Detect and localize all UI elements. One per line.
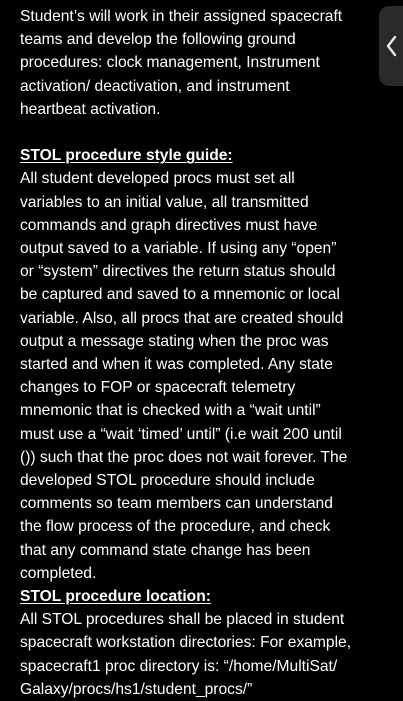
- style-guide-line: completed.: [20, 564, 97, 582]
- intro-paragraph: [20, 5, 380, 121]
- style-guide-line: ()) such that the proc does not wait forever. The: [20, 448, 348, 466]
- style-guide-line: developed STOL procedure should include: [20, 472, 315, 490]
- style-guide-line: that any command state change has been: [20, 541, 311, 559]
- style-guide-line: the flow process of the procedure, and check: [20, 518, 331, 536]
- style-guide-line: mnemonic that is checked with a “wait until”: [20, 402, 321, 420]
- paragraph-spacer: [20, 121, 380, 144]
- intro-line: activation/ deactivation, and instrument: [20, 77, 290, 95]
- style-guide-line: must use a “wait ‘timed’ until” (i.e wait 200 until: [20, 425, 342, 443]
- intro-line: teams and develop the following ground: [20, 31, 296, 49]
- location-line: Galaxy/procs/hs1/student_procs/”: [20, 680, 253, 698]
- style-guide-heading: STOL procedure style guide:: [20, 147, 233, 165]
- style-guide-line: commands and graph directives must have: [20, 216, 318, 234]
- location-line: All STOL procedures shall be placed in student: [20, 611, 345, 629]
- style-guide-line: be captured and saved to a mnemonic or local: [20, 286, 340, 304]
- style-guide-line: output a message stating when the proc was: [20, 332, 329, 350]
- document-body: [20, 5, 380, 701]
- location-section: [20, 585, 380, 701]
- chevron-left-icon: [385, 35, 397, 57]
- style-guide-line: or “system” directives the return status should: [20, 263, 336, 281]
- style-guide-line: variables to an initial value, all transmitted: [20, 193, 309, 211]
- back-button[interactable]: [379, 6, 403, 86]
- style-guide-section: [20, 144, 380, 585]
- style-guide-line: output saved to a variable. If using any “open”: [20, 240, 337, 258]
- intro-line: heartbeat activation.: [20, 100, 161, 118]
- location-line: spacecraft workstation directories: For example,: [20, 634, 352, 652]
- location-heading: STOL procedure location:: [20, 588, 211, 606]
- intro-line: procedures: clock management, Instrument: [20, 54, 320, 72]
- style-guide-line: variable. Also, all procs that are created should: [20, 309, 344, 327]
- location-line: spacecraft1 proc directory is: “/home/MultiSat/: [20, 657, 338, 675]
- style-guide-line: All student developed procs must set all: [20, 170, 295, 188]
- intro-line: Student’s will work in their assigned spacecraft: [20, 8, 343, 25]
- style-guide-line: comments so team members can understand: [20, 495, 333, 513]
- style-guide-line: started and when it was completed. Any state: [20, 356, 333, 374]
- style-guide-line: changes to FOP or spacecraft telemetry: [20, 379, 296, 397]
